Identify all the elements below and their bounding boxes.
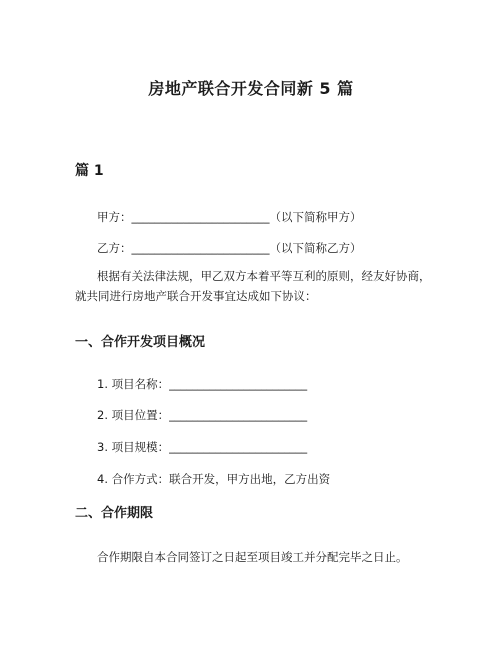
list-item: 1. 项目名称：________________________ xyxy=(97,377,308,391)
list-item: 3. 项目规模：________________________ xyxy=(97,440,308,454)
overview-heading: 一、合作开发项目概况 xyxy=(75,335,206,350)
section-heading: 篇 1 xyxy=(75,163,104,179)
list-item: 4. 合作方式：联合开发，甲方出地，乙方出资 xyxy=(97,472,331,486)
term-heading: 二、合作期限 xyxy=(75,506,154,521)
document-title: 房地产联合开发合同新 5 篇 xyxy=(148,79,354,98)
party-a-line: 甲方：________________________（以下简称甲方） xyxy=(97,210,362,224)
term-paragraph: 合作期限自本合同签订之日起至项目竣工并分配完毕之日止。 xyxy=(97,550,408,564)
intro-paragraph: 根据有关法律法规，甲乙双方本着平等互利的原则，经友好协商，就共同进行房地产联合开发事宜达成如下协议： xyxy=(75,269,431,303)
party-b-line: 乙方：________________________（以下简称乙方） xyxy=(97,241,362,255)
list-item: 2. 项目位置：________________________ xyxy=(97,408,308,422)
